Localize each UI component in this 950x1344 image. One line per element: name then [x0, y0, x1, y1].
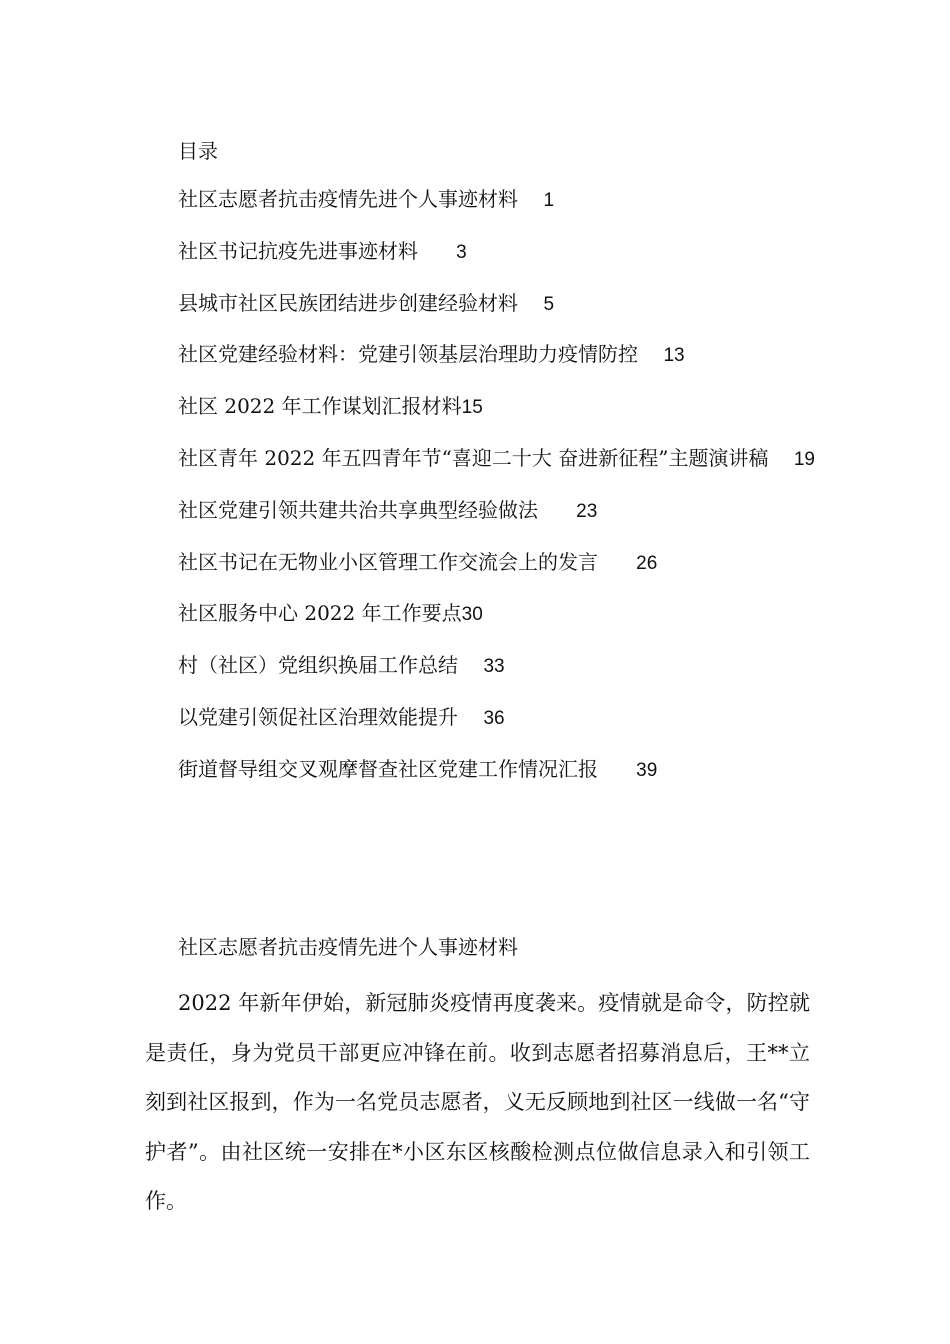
toc-entry-title: 村（社区）党组织换届工作总结	[178, 653, 458, 678]
toc-entry[interactable]	[145, 433, 815, 485]
toc-page-number: 3	[456, 241, 467, 263]
toc-page-number: 33	[483, 656, 505, 678]
toc-entry-title: 社区青年 2022 年五四青年节“喜迎二十大 奋进新征程”主题演讲稿	[178, 445, 769, 470]
toc-page-number: 1	[543, 190, 555, 211]
toc-entry-title: 社区 2022 年工作谋划汇报材料	[178, 394, 462, 419]
toc-entry[interactable]	[145, 184, 815, 216]
toc-entry[interactable]	[145, 754, 815, 786]
toc-entry[interactable]	[145, 288, 815, 320]
toc-entry-title: 县城市社区民族团结进步创建经验材料	[178, 290, 518, 315]
toc-entry-title: 社区书记在无物业小区管理工作交流会上的发言	[178, 549, 598, 574]
table-of-contents	[145, 184, 815, 806]
toc-entry-title: 街道督导组交叉观摩督查社区党建工作情况汇报	[178, 756, 598, 781]
toc-entry[interactable]	[145, 547, 815, 579]
toc-entry[interactable]	[145, 339, 815, 371]
toc-entry[interactable]	[145, 495, 815, 527]
toc-entry-title: 社区党建经验材料：党建引领基层治理助力疫情防控	[178, 342, 638, 367]
body-paragraph: 2022 年新年伊始，新冠肺炎疫情再度袭来。疫情就是命令，防控就是责任，身为党员干部更应冲锋在前。收到志愿者招募消息后，王**立刻到社区报到，作为一名党员志愿者，义无反顾地到社区一线做一名“守护者”。由社区统一安排在*小区东区核酸检测点位做信息录入和引领工作。	[145, 991, 810, 1213]
toc-heading: 目录	[178, 139, 218, 163]
toc-entry[interactable]	[145, 702, 815, 734]
toc-entry[interactable]	[145, 598, 815, 630]
toc-page-number: 13	[663, 345, 685, 367]
toc-entry-title: 以党建引领促社区治理效能提升	[178, 704, 458, 729]
toc-page-number: 30	[461, 604, 483, 626]
toc-entry-title: 社区服务中心 2022 年工作要点	[178, 601, 462, 626]
toc-page-number: 26	[636, 552, 658, 574]
toc-entry[interactable]	[145, 391, 815, 423]
toc-page-number: 5	[543, 293, 555, 315]
toc-page-number: 23	[576, 500, 598, 522]
toc-page-number: 15	[461, 397, 483, 419]
toc-page-number: 39	[636, 759, 658, 781]
toc-entry-title: 社区书记抗疫先进事迹材料	[178, 238, 418, 263]
toc-page-number: 19	[793, 448, 815, 470]
toc-entry[interactable]	[145, 650, 815, 682]
toc-page-number: 36	[483, 707, 505, 729]
toc-entry-title: 社区党建引领共建共治共享典型经验做法	[178, 497, 538, 522]
toc-entry-title: 社区志愿者抗击疫情先进个人事迹材料	[178, 187, 518, 211]
toc-entry[interactable]	[145, 236, 815, 268]
section-title: 社区志愿者抗击疫情先进个人事迹材料	[178, 935, 518, 959]
